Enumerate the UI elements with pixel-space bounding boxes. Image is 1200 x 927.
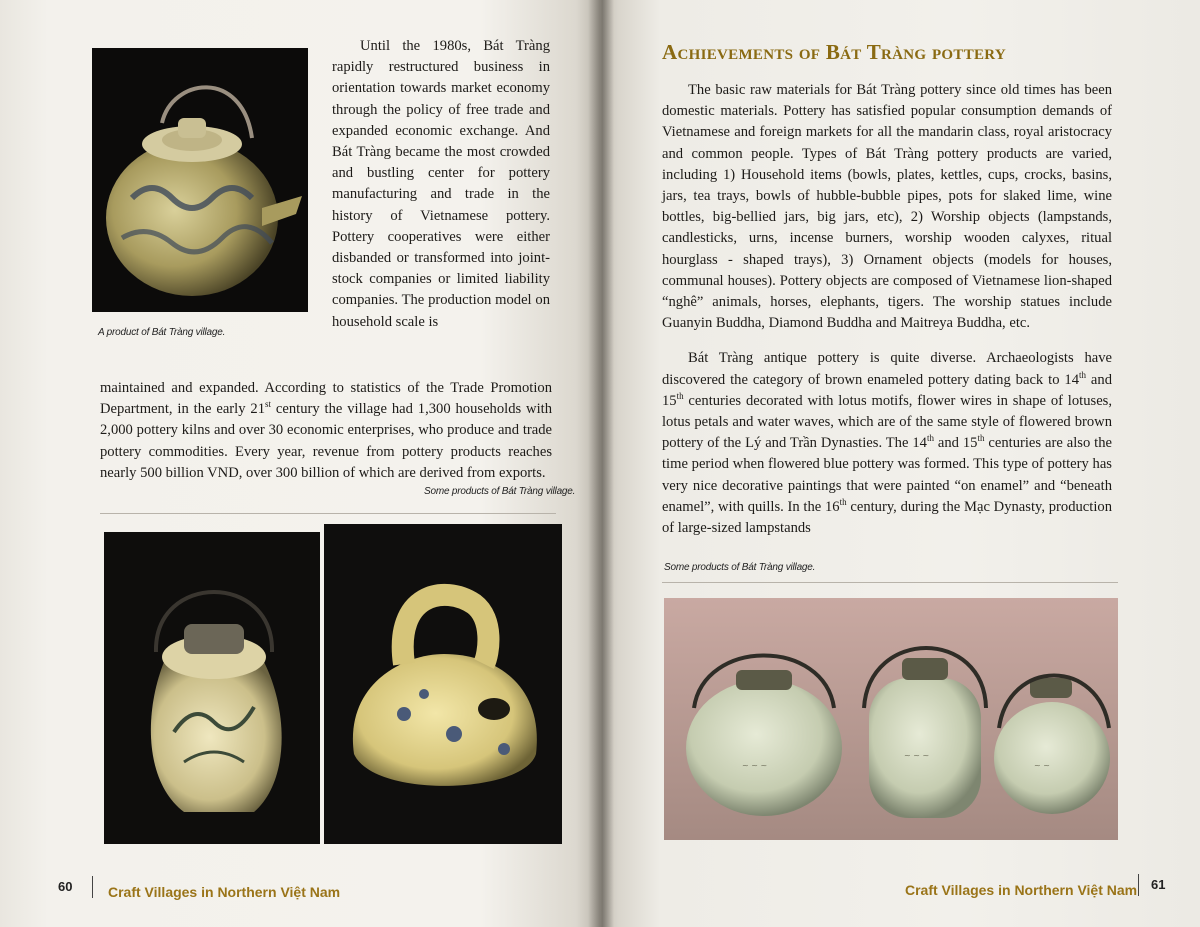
vase-photo-image xyxy=(104,532,320,844)
book-gutter xyxy=(588,0,614,927)
right-page xyxy=(600,0,1200,927)
divider-rule-right xyxy=(662,582,1118,583)
paragraph-antique-pottery: Bát Tràng antique pottery is quite diverse. Archaeologists have discovered the category of brown enameled pottery dating back to 14th and 15th centuries decorated with lotus motifs, flower wires in shape of lotuses, lotus petals and water waves, which are of the same style of flowered brown pottery of the Lý and Trần Dynasties. The 14th and 15th centuries are also the time period when flowered blue pottery was formed. This type of pottery has very nice decorative paintings that were painted “on enamel” and “beneath enamel”, with quills. In the 16th century, during the Mạc Dynasty, production of large-sized lampstands xyxy=(662,350,1113,537)
paragraph-raw-materials: The basic raw materials for Bát Tràng pottery since old times has been domestic materials. Pottery has satisfied popular consumption demands of Vietnamese and foreign markets for all the mandarin class, royal aristocracy and common people. Types of Bát Tràng pottery products are varied, including 1) Household items (bowls, plates, kettles, cups, crocks, basins, jars, tea trays, bowls of hubble-bubble pipes, pots for slaked lime, wine bottles, big-bellied jars, big jars, etc), 2) Worship objects (lampstands, candlesticks, urns, incense burners, worship wooden calyxes, ritual hourglass - shaped trays), 3) Ornament objects (models for houses, communal houses). Pottery objects are composed of Vietnamese lion-shaped “nghê” animals, horses, elephants, tigers. The worship statues include Guanyin Buddha, Diamond Buddha and Maitreya Buddha, etc. xyxy=(662,82,1112,332)
footer-separator-right xyxy=(1138,874,1139,896)
footer-title-right: Craft Villages in Northern Việt Nam xyxy=(905,882,1138,898)
intro-text-part-2: maintained and expanded. According to statistics of the Trade Promotion Department, in the early 21st century the village had 1,300 households with 2,000 pottery kilns and over 30 economic enterprises, who produce and trade pottery commodities. Every year, revenue from pottery products reaches nearly 500 billion VND, over 300 billion of which are derived from exports. xyxy=(100,380,552,481)
teapot-photo-image xyxy=(92,48,308,312)
teapot-photo xyxy=(92,48,308,312)
svg-text:~ ~ ~: ~ ~ ~ xyxy=(742,761,768,770)
kettle-photo-image xyxy=(324,524,562,844)
page-number-left: 60 xyxy=(58,879,73,894)
divider-rule xyxy=(100,513,556,514)
photo-caption-product: A product of Bát Tràng village. xyxy=(98,327,226,338)
right-text-column xyxy=(662,80,1112,539)
page-number-right: 61 xyxy=(1151,877,1166,892)
svg-text:~ ~: ~ ~ xyxy=(1034,761,1050,770)
vase-photo xyxy=(104,532,320,844)
photo-caption-products-left: Some products of Bát Tràng village. xyxy=(424,486,576,497)
svg-text:~ ~ ~: ~ ~ ~ xyxy=(904,751,930,760)
pots-photo xyxy=(664,598,1118,840)
footer-separator-left xyxy=(92,876,93,898)
section-heading: Achievements of Bát Tràng pottery xyxy=(662,40,1007,64)
footer-title-left: Craft Villages in Northern Việt Nam xyxy=(108,884,341,900)
kettle-photo xyxy=(324,524,562,844)
pots-photo-image xyxy=(664,598,1118,840)
intro-text-column xyxy=(332,36,550,333)
photo-caption-products-right: Some products of Bát Tràng village. xyxy=(664,562,816,573)
intro-text-part-1: Until the 1980s, Bát Tràng rapidly restructured business in orientation towards market economy through the policy of free trade and expanded economic exchange. And Bát Tràng became the most crowded and bustling center for pottery manufacturing and trade in the history of Vietnamese pottery. Pottery cooperatives were either disbanded or transformed into joint-stock companies or limited liability companies. The production model on household scale is xyxy=(332,38,550,330)
intro-text-continued xyxy=(100,378,552,484)
